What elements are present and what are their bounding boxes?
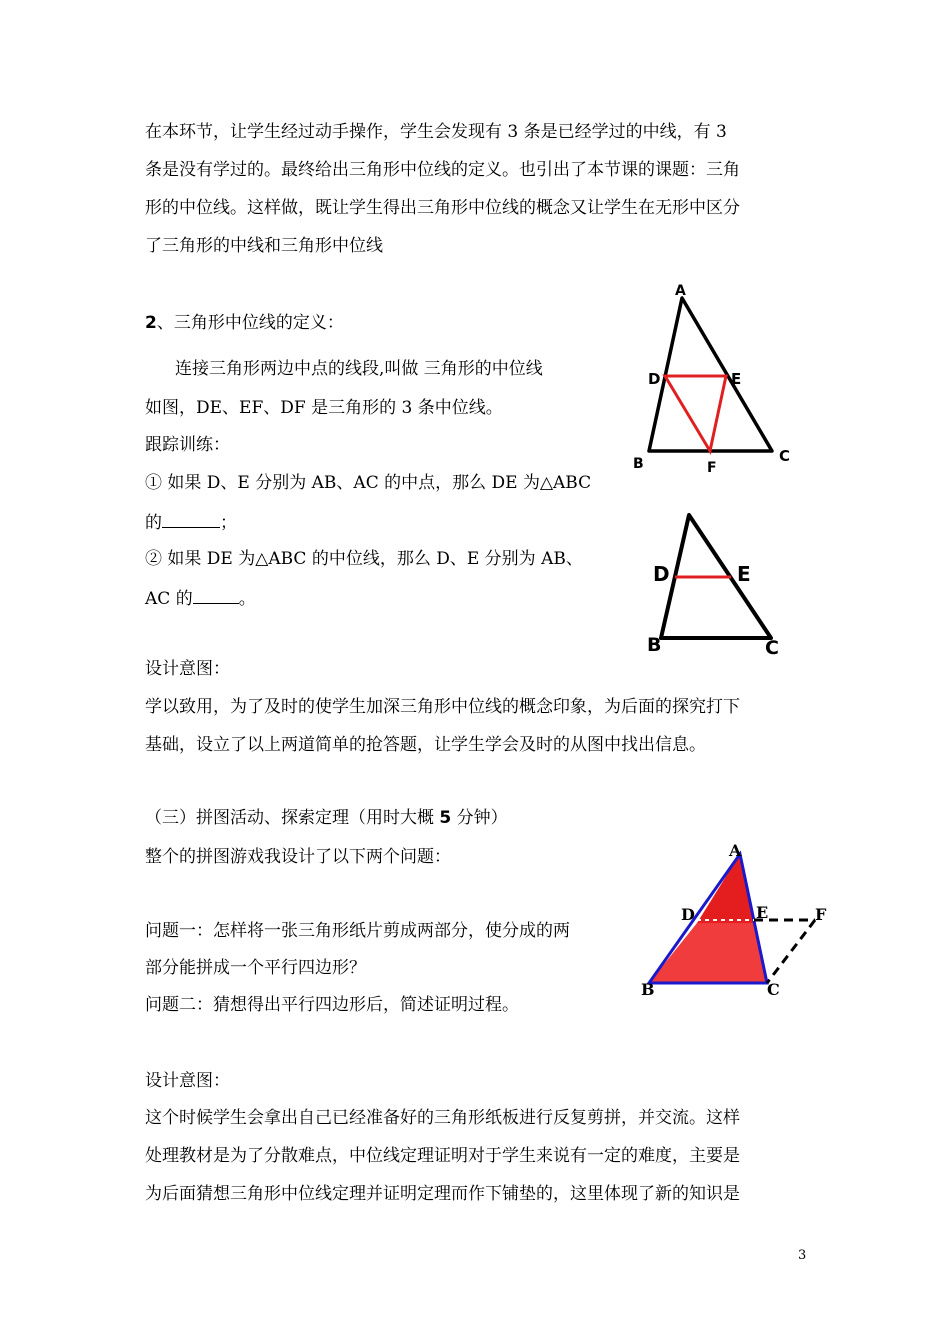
label-f: F [707, 460, 717, 476]
triangle-single-midline-figure [640, 508, 810, 658]
intro-line-2: 条是没有学过的。最终给出三角形中位线的定义。也引出了本节课的课题：三角 [145, 160, 740, 180]
label-e-2: E [737, 562, 751, 586]
label-f-3: F [815, 905, 827, 924]
label-d: D [648, 370, 661, 388]
figure-note: 如图，DE、EF、DF 是三角形的 3 条中位线。 [145, 398, 503, 418]
question-2-line-2 [145, 585, 256, 611]
question-1-prefix: 的 [145, 513, 162, 533]
section2-intent-line-2: 基础，设立了以上两道简单的抢答题，让学生学会及时的从图中找出信息。 [145, 735, 706, 755]
section3-intent-line-3: 为后面猜想三角形中位线定理并证明定理而作下铺垫的，这里体现了新的知识是 [145, 1184, 740, 1204]
label-e: E [731, 370, 742, 388]
upper-small-triangle [697, 854, 754, 923]
section3-intro: 整个的拼图游戏我设计了以下两个问题： [145, 847, 451, 867]
question-1-line-1: ① 如果 D、E 分别为 AB、AC 的中点，那么 DE 为△ABC [145, 473, 592, 493]
practice-title: 跟踪训练： [145, 435, 230, 455]
section3-heading-num: 5 [439, 808, 452, 828]
label-b-2: B [647, 634, 662, 656]
question-1-suffix: ； [220, 513, 237, 533]
label-b: B [633, 456, 644, 472]
section3-intent-line-2: 处理教材是为了分散难点，中位线定理证明对于学生来说有一定的难度，主要是 [145, 1146, 740, 1166]
question-2-line-1: ② 如果 DE 为△ABC 的中位线，那么 D、E 分别为 AB、 [145, 549, 583, 569]
triangle-midlines-figure [625, 278, 795, 478]
label-d-2: D [653, 562, 670, 586]
problem-1-line-2: 部分能拼成一个平行四边形？ [145, 958, 366, 978]
question-1-line-2 [145, 509, 237, 535]
section3-heading-a: （三）拼图活动、探索定理（用时大概 [145, 808, 440, 828]
page-number: 3 [798, 1248, 807, 1263]
label-e-3: E [756, 903, 769, 922]
label-c: C [779, 447, 791, 465]
section2-heading-text: 、三角形中位线的定义： [156, 313, 344, 333]
section3-intent-title: 设计意图： [145, 1071, 230, 1091]
problem-2: 问题二：猜想得出平行四边形后，简述证明过程。 [145, 995, 519, 1015]
intro-line-1: 在本环节，让学生经过动手操作，学生会发现有 3 条是已经学过的中线，有 3 [145, 122, 727, 142]
label-c-2: C [765, 637, 779, 659]
section3-heading [145, 806, 508, 830]
section3-intent-line-1: 这个时候学生会拿出自己已经准备好的三角形纸板进行反复剪拼，并交流。这样 [145, 1108, 740, 1128]
intro-line-3: 形的中位线。这样做，既让学生得出三角形中位线的概念又让学生在无形中区分 [145, 198, 740, 218]
lower-trapezoid [649, 923, 767, 983]
midline-triangle-def [665, 376, 726, 451]
answer-blank-1[interactable] [162, 509, 220, 528]
dashed-fc [767, 920, 815, 983]
section2-number: 2 [145, 313, 157, 333]
label-a: A [675, 283, 686, 299]
question-2-prefix: AC 的 [145, 589, 193, 609]
midline-definition: 连接三角形两边中点的线段,叫做 三角形的中位线 [175, 359, 543, 379]
answer-blank-2[interactable] [193, 585, 239, 604]
intro-line-4: 了三角形的中线和三角形中位线 [145, 236, 383, 256]
problem-1-line-1: 问题一：怎样将一张三角形纸片剪成两部分，使分成的两 [145, 921, 570, 941]
label-a-3: A [729, 841, 742, 860]
puzzle-parallelogram-figure [635, 838, 835, 1008]
question-2-suffix: 。 [238, 589, 256, 609]
section2-intent-title: 设计意图： [145, 659, 230, 679]
label-b-3: B [641, 980, 655, 999]
section3-heading-b: 分钟） [451, 808, 508, 828]
label-d-3: D [681, 905, 695, 924]
section2-intent-line-1: 学以致用，为了及时的使学生加深三角形中位线的概念印象，为后面的探究打下 [145, 697, 740, 717]
section2-heading [145, 311, 344, 335]
label-c-3: C [767, 980, 780, 999]
